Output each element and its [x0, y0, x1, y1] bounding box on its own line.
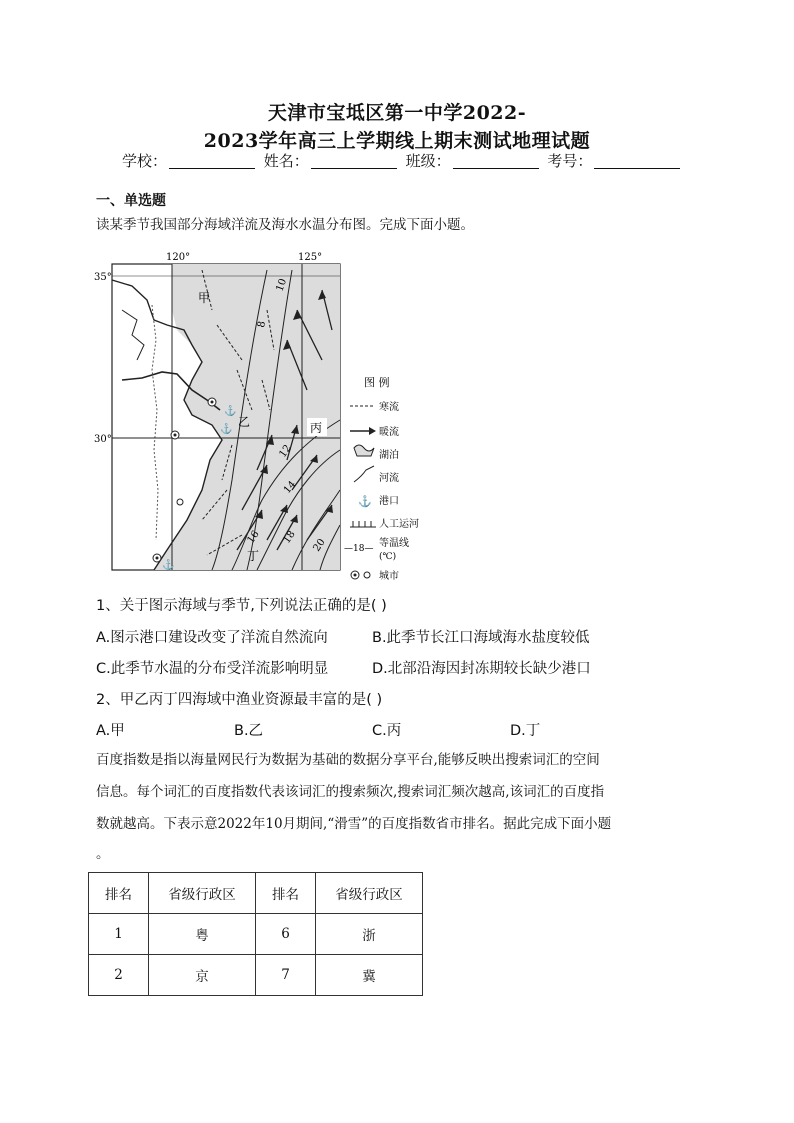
lon-label-125: 125° — [298, 252, 323, 263]
name-blank[interactable] — [311, 154, 397, 169]
q2-option-c[interactable]: C.丙 — [372, 723, 402, 739]
q2-option-d[interactable]: D.丁 — [510, 723, 541, 739]
student-info-fields — [122, 150, 684, 171]
table-row — [89, 955, 423, 996]
isotherm-label-14: 14 — [281, 479, 299, 496]
q2-option-b[interactable]: B.乙 — [234, 723, 264, 739]
exam-no-blank[interactable] — [594, 154, 680, 169]
section-title: 一、单选题 — [96, 193, 166, 209]
legend-cold: 寒流 — [379, 402, 399, 413]
isotherm-label-18: 18 — [281, 528, 298, 546]
table-header-cell: 省级行政区 — [149, 873, 256, 914]
table-cell: 1 — [89, 914, 149, 955]
table-header-row — [89, 873, 423, 914]
isotherm-label-10: 10 — [274, 277, 290, 294]
port-icon: ⚓ — [224, 406, 237, 417]
ranking-table — [88, 872, 423, 996]
table-cell: 浙 — [316, 914, 423, 955]
legend-isotherm: 等温线 — [379, 538, 409, 549]
ocean-current-map — [92, 250, 422, 585]
sea-label-bing: 丙 — [310, 421, 323, 435]
table-cell: 7 — [256, 955, 316, 996]
q1-option-c[interactable]: C.此季节水温的分布受洋流影响明显 — [96, 661, 329, 677]
passage-line-4: 。 — [96, 846, 110, 862]
passage-line-2: 信息。每个词汇的百度指数代表该词汇的搜索频次,搜索词汇频次越高,该词汇的百度指 — [96, 784, 605, 800]
isotherm-label-16: 16 — [245, 528, 262, 546]
legend-isotherm-unit: (℃) — [379, 552, 397, 562]
lat-label-35: 35° — [94, 272, 112, 283]
page-title-line1: 天津市宝坻区第一中学2022- — [267, 102, 527, 124]
table-cell: 冀 — [316, 955, 423, 996]
name-label: 姓名： — [263, 152, 309, 170]
isotherm-label-8: 8 — [256, 320, 269, 329]
school-label: 学校： — [122, 152, 168, 170]
port-icon-2: ⚓ — [220, 424, 233, 435]
lon-label-120: 120° — [166, 252, 191, 263]
legend-title: 图 例 — [364, 376, 390, 389]
legend-isotherm-sample: —18— — [344, 544, 374, 554]
sea-label-jia: 甲 — [198, 291, 211, 305]
legend-city: 城市 — [379, 571, 399, 582]
intro-text: 读某季节我国部分海域洋流及海水水温分布图。完成下面小题。 — [96, 217, 474, 233]
sea-label-yi: 乙 — [238, 415, 251, 429]
class-label: 班级： — [405, 152, 451, 170]
passage-line-1: 百度指数是指以海量网民行为数据为基础的数据分享平台,能够反映出搜索词汇的空间 — [96, 752, 600, 768]
passage-line-3: 数就越高。下表示意2022年10月期间,“滑雪”的百度指数省市排名。据此完成下面小题 — [96, 816, 612, 832]
table-cell: 粤 — [149, 914, 256, 955]
table-header-cell: 排名 — [89, 873, 149, 914]
question-2-stem: 2、甲乙丙丁四海域中渔业资源最丰富的是( ) — [96, 692, 383, 708]
lat-label-30: 30° — [94, 434, 112, 445]
q1-option-d[interactable]: D.北部沿海因封冻期较长缺少港口 — [372, 661, 591, 677]
school-blank[interactable] — [169, 154, 255, 169]
isotherm-label-12: 12 — [277, 442, 294, 460]
legend-canal: 人工运河 — [379, 519, 419, 530]
table-cell: 2 — [89, 955, 149, 996]
legend-warm: 暖流 — [379, 427, 399, 438]
table-header-cell: 排名 — [256, 873, 316, 914]
sea-label-ding: 丁 — [247, 549, 260, 563]
map-legend — [344, 375, 419, 582]
exam-no-label: 考号： — [547, 152, 593, 170]
legend-river: 河流 — [379, 473, 399, 484]
legend-port-symbol: ⚓ — [358, 495, 372, 508]
q1-option-a[interactable]: A.图示港口建设改变了洋流自然流向 — [96, 630, 328, 646]
q1-option-b[interactable]: B.此季节长江口海域海水盐度较低 — [372, 630, 590, 646]
class-blank[interactable] — [453, 154, 539, 169]
isotherm-label-20: 20 — [311, 536, 328, 554]
table-cell: 6 — [256, 914, 316, 955]
q2-option-a[interactable]: A.甲 — [96, 723, 125, 739]
page-title-line2: 2023学年高三上学期线上期末测试地理试题 — [203, 130, 591, 152]
legend-port: 港口 — [379, 496, 399, 507]
port-icon-3: ⚓ — [162, 560, 175, 571]
table-header-cell: 省级行政区 — [316, 873, 423, 914]
table-row — [89, 914, 423, 955]
table-cell: 京 — [149, 955, 256, 996]
question-1-stem: 1、关于图示海域与季节,下列说法正确的是( ) — [96, 598, 387, 614]
legend-lake: 湖泊 — [379, 450, 399, 461]
city-taizhou — [177, 499, 183, 505]
